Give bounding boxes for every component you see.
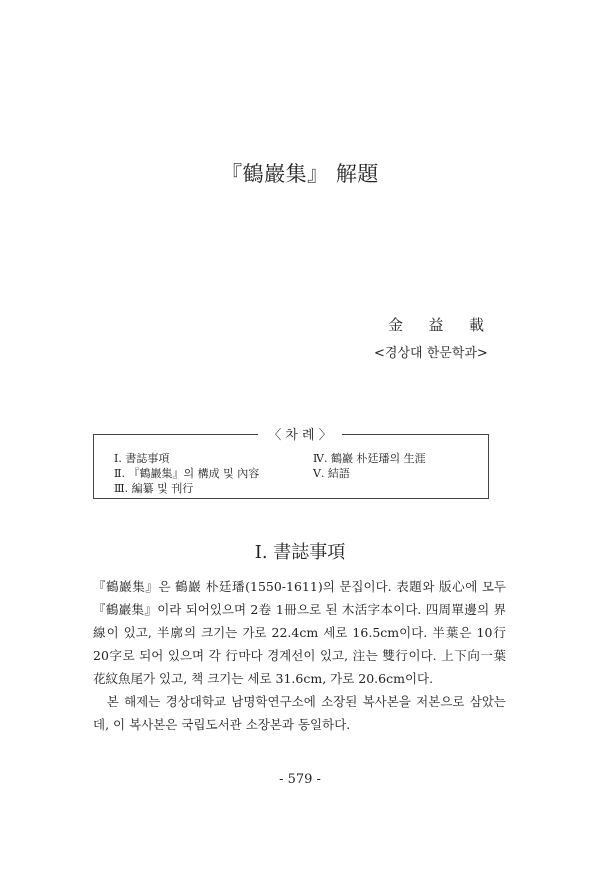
page-number: - 579 - (279, 772, 321, 787)
paragraph: 본 해제는 경상대학교 남명학연구소에 소장된 복사본을 저본으로 삼았는데, 이 복사본은 국립도서관 소장본과 동일하다. (93, 694, 506, 732)
author-name (388, 314, 484, 335)
document-title: 『鶴巖集』 解題 (221, 162, 379, 186)
toc-item: Ⅲ. 編纂 및 刊行 (114, 482, 194, 495)
author-affiliation: <경상대 한문학과> (374, 346, 488, 361)
author-char: 益 (428, 316, 444, 334)
toc-item: Ⅱ. 『鶴巖集』의 構成 및 內容 (114, 467, 260, 480)
author-char: 載 (468, 316, 484, 334)
body-text (93, 575, 506, 736)
section-heading: Ⅰ. 書誌事項 (254, 542, 346, 563)
paragraph: 『鶴巖集』은 鶴巖 朴廷璠(1550-1611)의 문집이다. 表題와 版心에 모두 『鶴巖集』이라 되어있으며 2卷 1冊으로 된 木活字本이다. 四周單邊의 界線이 있고, 半廓의 크기는 가로 22.4cm 세로 16.5cm이다. 半葉은 10行 20字로 되어 있으며 각 行마다 경계선이 있고, 注는 雙行이다. 上下向一葉花紋魚尾가 있고, 책 크기는 세로 31.6cm, 가로 20.6cm이다. (93, 579, 506, 686)
toc-item: Ⅳ. 鶴巖 朴廷璠의 生涯 (313, 452, 426, 465)
author-char: 金 (388, 316, 404, 334)
table-of-contents-label: 〈 차 례 〉 (0, 424, 600, 443)
toc-item: Ⅰ. 書誌事項 (114, 452, 170, 465)
toc-item: Ⅴ. 結語 (313, 467, 350, 480)
